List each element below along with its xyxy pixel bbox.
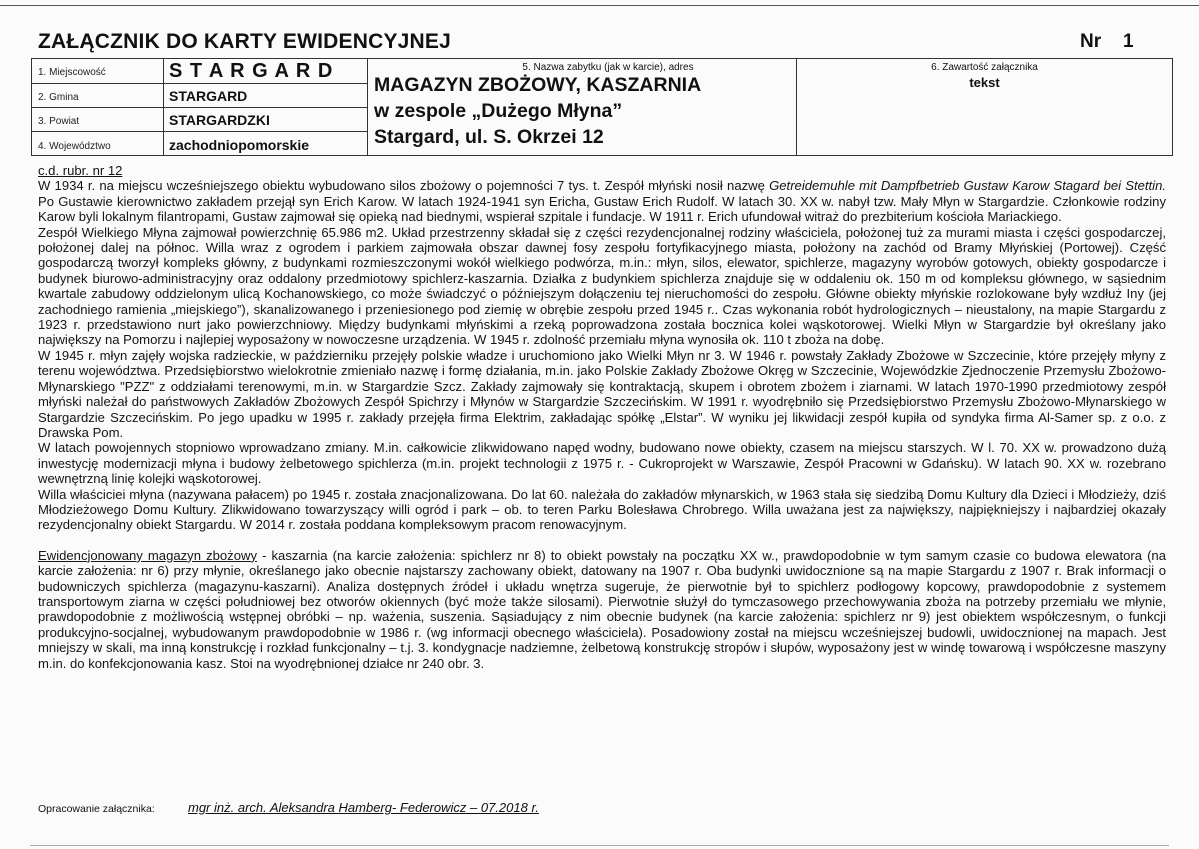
- paragraph-layout: Zespół Wielkiego Młyna zajmował powierzchnię 65.986 m2. Układ przestrzenny składał się z części rezydencjonalnej rodziny właściciela, położonej tuż za murami miasta i części gospodarczej, położonej dalej na północ. Willa wraz z ogrodem i parkiem zajmowała obszar dawnej fosy zespołu fortyfikacyjnego miasta, położony na zachód od Bramy Młyńskiej (Portowej). Część gospodarczą tworzył kompleks główny, z budynkami rozmieszczonymi wokół wielkiego podwórza, m.in.: młyn, silos, elewator, spichlerze, magazyny wyrobów gotowych, obiekty gospodarcze i budynek biurowo-administracyjny oraz oddalony przedmiotowy spichlerz-kaszarnia. Działka z budynkiem spichlerza znajduje się w oddaleniu ok. 150 m od kompleksu głównego, w sąsiednim kwartale zabudowy oddzielonym ulicą Kochanowskiego, co może świadczyć o późniejszym dołączeniu tej nieruchomości do zespołu. Główne obiekty młyńskie rozlokowane były wzdłuż Iny (jej zachodniego ramienia „miejskiego”), skanalizowanego i przeniesionego pod ziemię w obrębie zespołu przed 1945 r.. Czas wykonania robót hydrologicznych – nieustalony, na mapie Stargardu z 1923 r. przedstawiono nurt jako powierzchniowy. Między budynkami młyńskimi a rzeką poprowadzona została bocznica kolei wąskotorowej. Wielki Młyn w Stargardzie był określany jako największy na Pomorzu i najlepiej wyposażony w nowoczesne urządzenia. W 1945 r. zdolność przemiału młyna wynosiła ok. 110 t zboża na dobę.: [38, 224, 1166, 348]
- number-value: 1: [1123, 31, 1134, 52]
- field-value-zawartosc: tekst: [969, 75, 1000, 90]
- row-divider: [32, 131, 367, 132]
- row-divider: [32, 107, 367, 108]
- paragraph-history-karow: [38, 178, 1166, 224]
- paragraph-text: - kaszarnia (na karcie założenia: spichlerz nr 8) to obiekt powstały na początku XX w., prawdopodobnie w tym samym czasie co budowa elewatora (na karcie założenia: nr 6) przy młynie, określanego jako obecnie najstarszy zachowany obiekt, datowany na 1907 r. Oba budynki uwidocznione są na mapie Stargardu z 1907 r. Brak informacji o budowniczych spichlerza (magazynu-kaszarni). Analiza dostępnych źródeł i układu wnętrza sugeruje, że pierwotnie był to spichlerz podłogowy kopcowy, prawdopodobnie z systemem transportowym ziarna w części południowej bez otworów okiennych (być może także silosami). Pierwotnie służył do tymczasowego przechowywania zboża na potrzeby przemiału we młynie, prawdopodobnie z możliwością wstępnej obróbki – np. ważenia, suszenia. Sąsiadujący z nim obecnie budynek (na karcie założenia: spichlerz nr 9) jest obiektem współczesnym, o funkcji produkcyjno-socjalnej, wybudowanym prawdopodobnie w 1986 r. (wg informacji obecnego właściciela). Posadowiony został na miejscu wcześniejszej budowli, uwidocznionej na mapach. Jest mniejszy w skali, ma inną konstrukcję i rozkład funkcjonalny – t.j. 3. kondygnacje nadziemne, żelbetową konstrukcję stropów i słupów, wyposażony jest w windę towarową i współczesne maszyny m.in. do konfekcjonowania kasz. Stoi na wyodrębnionej działce nr 240 obr. 3.: [38, 547, 1166, 671]
- paragraph-villa: Willa właściciei młyna (nazywana pałacem) po 1945 r. została znacjonalizowana. Do lat 60. należała do zakładów młynarskich, w 1963 stała się siedzibą Domu Kultury dla Dzieci i Młodzieży, dziś Młodzieżowego Domu Kultury. Zlikwidowano towarzyszący willi ogród i park – ob. to teren Parku Bolesława Chrobrego. Willa uważana jest za największy, najpiękniejszy i najbardziej okazały rezydencjonalny obiekt Stargardu. W 2014 r. została poddana kompleksowym pracom renowacyjnym.: [38, 486, 1166, 533]
- field-label-nazwa: 5. Nazwa zabytku (jak w karcie), adres: [522, 62, 694, 73]
- bottom-border: [30, 845, 1169, 846]
- footer-author: mgr inż. arch. Aleksandra Hamberg- Federowicz – 07.2018 r.: [188, 800, 539, 815]
- document-title: ZAŁĄCZNIK DO KARTY EWIDENCYJNEJ: [38, 30, 452, 53]
- paragraph-modernization: W latach powojennych stopniowo wprowadzano zmiany. M.in. całkowicie zlikwidowano napęd wodny, budowano nowe obiekty, czasem na miejscu starszych. W l. 70. XX w. prowadzono dużą inwestycję modernizacji młyna i budowy żelbetowego spichlerza (m.in. projekt technologii z 1975 r. - Cukroprojekt w Warszawie, Zespół Pracowni w Gdańsku). W latach 90. XX w. rozebrano wewnętrzną linię kolejki wąskotorowej.: [38, 440, 1166, 487]
- number-label: Nr: [1080, 31, 1102, 52]
- paragraph-text: Po Gustawie kierownictwo zakładem przejął syn Erich Karow. W latach 1924-1941 syn Ericha, Gustaw Erich Rudolf. W latach 30. XX w. nabył tzw. Mały Młyn w Stargardzie. Członkowie rodziny Karow byli lokalnym filantropami, Gustaw zajmował się opieką nad biednymi, wspierał szpitale i fundacje. W 1911 r. Erich ufundował witraż do prezbiterium kościoła Mariackiego.: [38, 193, 1166, 225]
- column-divider: [796, 59, 797, 155]
- granary-heading: Ewidencjonowany magazyn zbożowy: [38, 547, 258, 563]
- paragraph-text: W 1934 r. na miejscu wcześniejszego obiektu wybudowano silos zbożowy o pojemności 7 tys. t. Zespół młyński nosił nazwę: [38, 178, 770, 194]
- field-value-wojewodztwo: zachodniopomorskie: [169, 137, 310, 153]
- field-value-nazwa-line1: MAGAZYN ZBOŻOWY, KASZARNIA: [374, 74, 702, 96]
- field-value-nazwa-line3: Stargard, ul. S. Okrzei 12: [374, 126, 604, 148]
- paragraph-postwar: W 1945 r. młyn zajęły wojska radzieckie, w październiku przejęły polskie władze i uruchomiono jako Wielki Młyn nr 3. W 1946 r. powstały Zakłady Zbożowe w Szczecinie, które przejęły młyny z terenu województwa. Przedsiębiorstwo wielokrotnie zmieniało nazwę i formę działania, m.in. jako Polskie Zakłady Zbożowe Okręg w Szczecinie, Wojewódzkie Zjednoczenie Przemysłu Zbożowo-Młynarskiego "PZZ" z oddziałami terenowymi, m.in. w Stargardzie Szcz. Zakłady zajmowały się kontraktacją, skupem i obrotem zbożem i ziarnami. W latach 1970-1990 przedmiotowy zespół młyński należał do państwowych Zakładów Zbożowych Zespół Spichrzy i Młynów w Stargardzie Szczecińskim. W 1991 r. wyodrębniło się Przedsiębiorstwo Przemysłu Zbożowo-Młynarskiego w Stargardzie Szczecińskim. Po jego upadku w 1995 r. zakłady przejęła firma Elektrim, zakładając spółkę „Elstar”. W wyniku jej likwidacji zespół kupiła od syndyka firma Al-Samer sp. z o.o. z Drawska Pom.: [38, 347, 1166, 440]
- field-label-powiat: 3. Powiat: [38, 116, 80, 127]
- field-label-wojewodztwo: 4. Województwo: [38, 141, 111, 152]
- field-value-gmina: STARGARD: [169, 88, 248, 104]
- row-divider: [32, 83, 367, 84]
- field-value-miejscowosc: S T A R G A R D: [169, 60, 334, 82]
- paragraph-gap: [38, 533, 1166, 548]
- field-label-gmina: 2. Gmina: [38, 92, 79, 103]
- field-value-powiat: STARGARDZKI: [169, 112, 270, 128]
- field-label-miejscowosc: 1. Miejscowość: [38, 67, 106, 78]
- document-body: [38, 163, 1166, 671]
- header-table: [31, 58, 1173, 156]
- field-value-nazwa-line2: w zespole „Dużego Młyna”: [374, 100, 623, 122]
- footer-label: Opracowanie załącznika:: [38, 803, 155, 815]
- top-border: [0, 5, 1199, 6]
- column-divider: [367, 59, 368, 155]
- mill-german-name: Getreidemuhle mit Dampfbetrieb Gustaw Karow Stagard bei Stettin.: [769, 178, 1166, 194]
- field-label-zawartosc: 6. Zawartość załącznika: [931, 62, 1038, 73]
- paragraph-granary: [38, 548, 1166, 671]
- rubric-reference: c.d. rubr. nr 12: [38, 163, 123, 178]
